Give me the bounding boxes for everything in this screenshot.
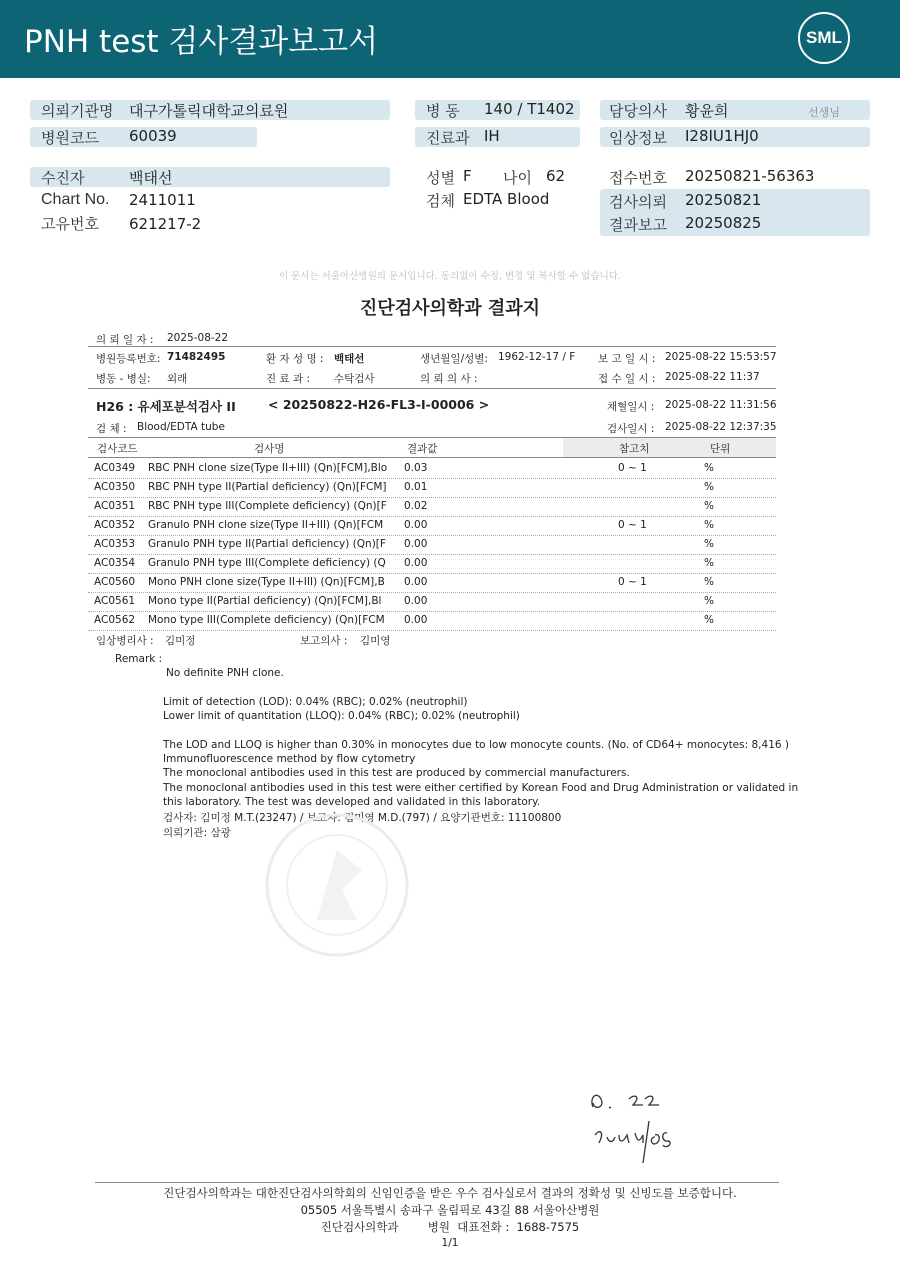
remark-line: this laboratory. The test was developed and validated in this laboratory. [163,796,541,808]
col-header-ref: 참고치 [619,443,650,455]
cell-result: 0.00 [404,519,428,531]
col-header-unit: 단위 [710,443,731,455]
test-date-label: 검사일시 : [607,423,655,435]
report-date-value: 2025-08-22 15:53:57 [665,351,777,363]
sml-logo [798,12,850,64]
cell-name: Granulo PNH type II(Partial deficiency) (Qn)[F [148,538,386,550]
remark-line: Limit of detection (LOD): 0.04% (RBC); 0.02% (neutrophil) [163,696,468,708]
meta-bottom-rule [88,388,776,389]
report-header [0,0,900,78]
cell-name: Granulo PNH type III(Complete deficiency) (Q [148,557,386,569]
doctor-value: 황윤희 [685,102,729,120]
handwritten-signature [585,1085,695,1170]
footer-rule [95,1182,779,1183]
cell-unit: % [704,519,714,531]
cell-result: 0.00 [404,576,428,588]
cell-name: RBC PNH type II(Partial deficiency) (Qn)[FCM] [148,481,387,493]
report-date-label: 보 고 일 시 : [598,353,656,365]
col-header-code: 검사코드 [97,443,138,455]
sex-value: F [463,167,472,185]
table-header-rule [88,457,776,458]
footer-address: 05505 서울특별시 송파구 올림픽로 43길 88 서울아산병원 [300,1203,600,1217]
table-row [88,554,776,573]
cell-code: AC0350 [94,481,136,493]
specimen-value: EDTA Blood [463,190,550,208]
table-row [88,573,776,592]
req-date-value: 2025-08-22 [167,332,229,344]
cell-result: 0.00 [404,557,428,569]
footer-contact: 진단검사의학과 병원 대표전화 : 1688-7575 [320,1220,580,1234]
accession-number: < 20250822-H26-FL3-I-00006 > [268,397,490,412]
cell-ref: 0 ~ 1 [618,576,647,588]
pathologist-label: 임상병리사 : [96,635,154,647]
doctor-label: 담당의사 [609,102,667,120]
test-date-value: 2025-08-22 12:37:35 [665,421,777,433]
cell-code: AC0352 [94,519,136,531]
doc-ward-label: 병동 - 병실: [96,373,151,385]
remark-line: Immunofluorescence method by flow cytometry [163,753,416,765]
cell-result: 0.03 [404,462,428,474]
cell-result: 0.01 [404,481,428,493]
doc-specimen-label: 검 체 : [96,423,127,435]
patient-value: 백태선 [129,169,173,187]
cell-unit: % [704,500,714,512]
ward-label: 병 동 [426,102,460,120]
col-header-result: 결과값 [407,443,438,455]
remark-line: 검사자: 김미정 M.T.(23247) / 보고자: 김미영 M.D.(797) / 요양기관번호: 11100800 [163,812,562,824]
receipt-label: 접수번호 [609,169,667,187]
copyright-note: 이 문서는 서울아산병원의 문서입니다. 동의없이 수정, 변경 및 복사할 수 없습니다. [278,271,622,282]
cell-code: AC0354 [94,557,136,569]
clinical-label: 임상정보 [609,129,667,147]
reporter-label: 보고의사 : [300,635,348,647]
doc-specimen-value: Blood/EDTA tube [137,421,225,433]
institution-value: 대구가톨릭대학교의료원 [129,102,289,120]
table-row [88,497,776,516]
report-value: 20250825 [685,214,762,232]
cell-ref: 0 ~ 1 [618,519,647,531]
chart-label: Chart No. [41,191,110,208]
document-title: 진단검사의학과 결과지 [359,298,541,319]
dept-label: 진료과 [426,129,470,147]
patient-label: 수진자 [41,169,85,187]
birth-label: 생년월일/성별: [420,353,488,365]
receive-label: 접 수 일 시 : [598,373,656,385]
cell-result: 0.00 [404,595,428,607]
specimen-label: 검체 [426,192,455,210]
cell-name: Mono type II(Partial deficiency) (Qn)[FCM],Bl [148,595,382,607]
receipt-value: 20250821-56363 [685,167,815,185]
pathologist-value: 김미정 [165,635,196,647]
cell-code: AC0561 [94,595,136,607]
request-value: 20250821 [685,191,762,209]
pt-name-value: 백태선 [334,353,365,365]
table-header [88,438,776,457]
clinical-value: I28IU1HJ0 [685,127,759,145]
cell-name: Granulo PNH clone size(Type II+III) (Qn)[FCM [148,519,384,531]
doc-doctor-label: 의 뢰 의 사 : [420,373,478,385]
cell-code: AC0560 [94,576,136,588]
chart-value: 2411011 [129,191,196,209]
cell-name: Mono PNH clone size(Type II+III) (Qn)[FCM],B [148,576,385,588]
req-date-label: 의 뢰 일 자 : [96,334,154,346]
age-value: 62 [546,167,566,185]
cell-result: 0.00 [404,538,428,550]
meta-top-rule [88,346,776,347]
cell-code: AC0562 [94,614,136,626]
doc-dept-value: 수탁검사 [334,373,375,385]
cell-unit: % [704,462,714,474]
cell-ref: 0 ~ 1 [618,462,647,474]
col-header-name: 검사명 [254,443,285,455]
table-row [88,516,776,535]
report-label: 결과보고 [609,216,667,234]
hospital-code-label: 병원코드 [41,129,99,147]
cell-result: 0.00 [404,614,428,626]
table-row [88,478,776,497]
cell-code: AC0353 [94,538,136,550]
remark-line: Lower limit of quantitation (LLOQ): 0.04% (RBC); 0.02% (neutrophil) [163,710,520,722]
hospital-code-value: 60039 [129,127,177,145]
ward-value: 140 / T1402 [484,100,575,118]
cell-unit: % [704,595,714,607]
cell-unit: % [704,538,714,550]
cell-unit: % [704,576,714,588]
remark-line: No definite PNH clone. [166,667,284,679]
cell-name: Mono type III(Complete deficiency) (Qn)[FCM [148,614,385,626]
footer-certification: 진단검사의학과는 대한진단검사의학회의 신임인증을 받은 우수 검사실로서 결과의 정확성 및 신빙도를 보증합니다. [163,1186,737,1200]
remark-label: Remark : [115,653,163,665]
test-code: H26 : 유세포분석검사 II [96,399,236,414]
table-row [88,459,776,478]
id-value: 621217-2 [129,215,202,233]
table-row [88,535,776,554]
age-label: 나이 [503,169,532,187]
page-number: 1/1 [441,1237,459,1249]
cell-name: RBC PNH type III(Complete deficiency) (Qn)[F [148,500,387,512]
remark-line: The LOD and LLOQ is higher than 0.30% in monocytes due to low monocyte counts. (No. of CD64+ monocytes: 8,416 ) [163,739,789,751]
dept-value: IH [484,127,500,145]
request-label: 검사의뢰 [609,193,667,211]
doctor-suffix: 선생님 [808,106,840,119]
cell-code: AC0349 [94,462,136,474]
reg-no-label: 병원등록번호: [96,353,161,365]
cell-unit: % [704,557,714,569]
cell-name: RBC PNH clone size(Type II+III) (Qn)[FCM],Blo [148,462,388,474]
sex-label: 성별 [426,169,455,187]
collect-label: 채혈일시 : [607,401,655,413]
institution-label: 의뢰기관명 [41,102,114,120]
reg-no-value: 71482495 [167,351,226,363]
cell-code: AC0351 [94,500,136,512]
doc-dept-label: 진 료 과 : [266,373,310,385]
doc-ward-value: 외래 [167,373,188,385]
report-title: PNH test 검사결과보고서 [24,24,379,60]
cell-result: 0.02 [404,500,428,512]
cell-unit: % [704,481,714,493]
table-row [88,611,776,630]
logo-text: SML [806,28,842,47]
remark-line: 의뢰기관: 삼광 [163,827,231,839]
remark-line: The monoclonal antibodies used in this test are produced by commercial manufacturers. [163,767,630,779]
id-label: 고유번호 [41,215,99,233]
birth-value: 1962-12-17 / F [498,351,576,363]
pt-name-label: 환 자 성 명 : [266,353,324,365]
receive-value: 2025-08-22 11:37 [665,371,760,383]
remark-line: The monoclonal antibodies used in this test were either certified by Korean Food and Drug Administration or validated in [163,782,799,794]
cell-unit: % [704,614,714,626]
reporter-value: 김미영 [360,635,391,647]
collect-value: 2025-08-22 11:31:56 [665,399,777,411]
table-row [88,592,776,611]
row-divider [88,630,776,631]
hospital-seal-watermark [262,810,412,960]
